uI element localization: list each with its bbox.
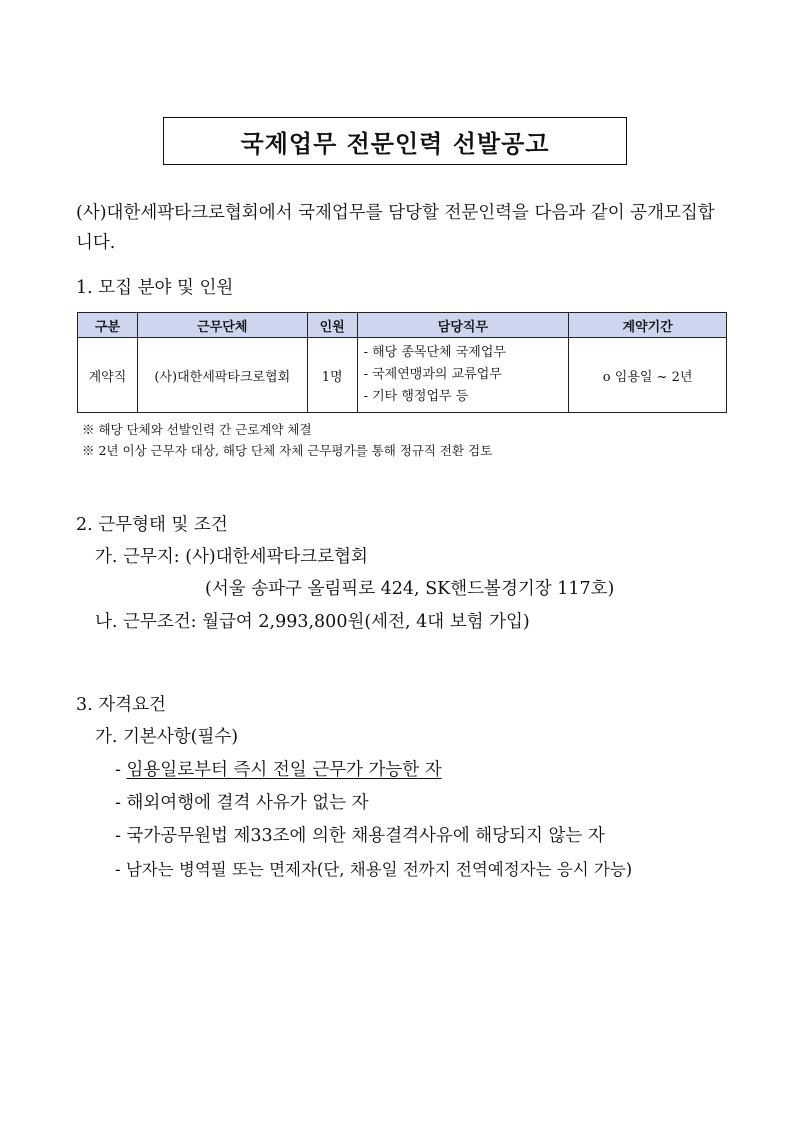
requirement-item: - 국가공무원법 제33조에 의한 채용결격사유에 해당되지 않는 자 bbox=[115, 826, 605, 846]
duty-item: - 기타 행정업무 등 bbox=[363, 389, 469, 404]
duty-item: - 해당 종목단체 국제업무 bbox=[363, 345, 506, 360]
cell-type: 계약직 bbox=[78, 338, 138, 413]
note: ※ 2년 이상 근무자 대상, 해당 단체 자체 근무평가를 통해 정규직 전환 검토 bbox=[82, 443, 493, 458]
header-org: 근무단체 bbox=[137, 313, 307, 338]
cell-count: 1명 bbox=[307, 338, 357, 413]
header-count: 인원 bbox=[307, 313, 357, 338]
requirement-item: - 남자는 병역필 또는 면제자(단, 채용일 전까지 전역예정자는 응시 가능) bbox=[115, 860, 633, 879]
requirement-item: - 해외여행에 결격 사유가 없는 자 bbox=[115, 793, 369, 813]
cell-duties bbox=[357, 338, 569, 413]
header-duties: 담당직무 bbox=[357, 313, 569, 338]
requirement-text: 국가공무원법 제33조에 의한 채용결격사유에 해당되지 않는 자 bbox=[126, 826, 605, 846]
work-conditions: 나. 근무조건: 월급여 2,993,800원(세전, 4대 보험 가입) bbox=[95, 612, 530, 632]
cell-period: o 임용일 ~ 2년 bbox=[569, 338, 727, 413]
table-row bbox=[78, 338, 727, 413]
section1-heading: 1. 모집 분야 및 인원 bbox=[76, 278, 234, 298]
page-title: 국제업무 전문인력 선발공고 bbox=[163, 117, 627, 165]
section2-heading: 2. 근무형태 및 조건 bbox=[76, 515, 228, 535]
intro-paragraph: (사)대한세팍타크로협회에서 국제업무를 담당할 전문인력을 다음과 같이 공개모집합니다. bbox=[76, 203, 715, 253]
work-location: 가. 근무지: (사)대한세팍타크로협회 bbox=[95, 547, 368, 567]
cell-org: (사)대한세팍타크로협회 bbox=[137, 338, 307, 413]
requirement-text: 해외여행에 결격 사유가 없는 자 bbox=[126, 793, 369, 813]
header-type: 구분 bbox=[78, 313, 138, 338]
note: ※ 해당 단체와 선발인력 간 근로계약 체결 bbox=[82, 422, 312, 437]
header-period: 계약기간 bbox=[569, 313, 727, 338]
duty-item: - 국제연맹과의 교류업무 bbox=[363, 367, 502, 382]
table-header-row bbox=[78, 313, 727, 338]
work-address: (서울 송파구 올림픽로 424, SK핸드볼경기장 117호) bbox=[205, 579, 615, 599]
requirement-text: 임용일로부터 즉시 전일 근무가 가능한 자 bbox=[126, 760, 442, 780]
requirement-text: 남자는 병역필 또는 면제자(단, 채용일 전까지 전역예정자는 응시 가능) bbox=[125, 860, 633, 879]
basic-requirements-heading: 가. 기본사항(필수) bbox=[95, 727, 239, 747]
recruitment-table bbox=[77, 312, 727, 413]
table-notes bbox=[82, 419, 492, 461]
section3-heading: 3. 자격요건 bbox=[76, 695, 166, 715]
requirement-item: - 임용일로부터 즉시 전일 근무가 가능한 자 bbox=[115, 760, 442, 780]
